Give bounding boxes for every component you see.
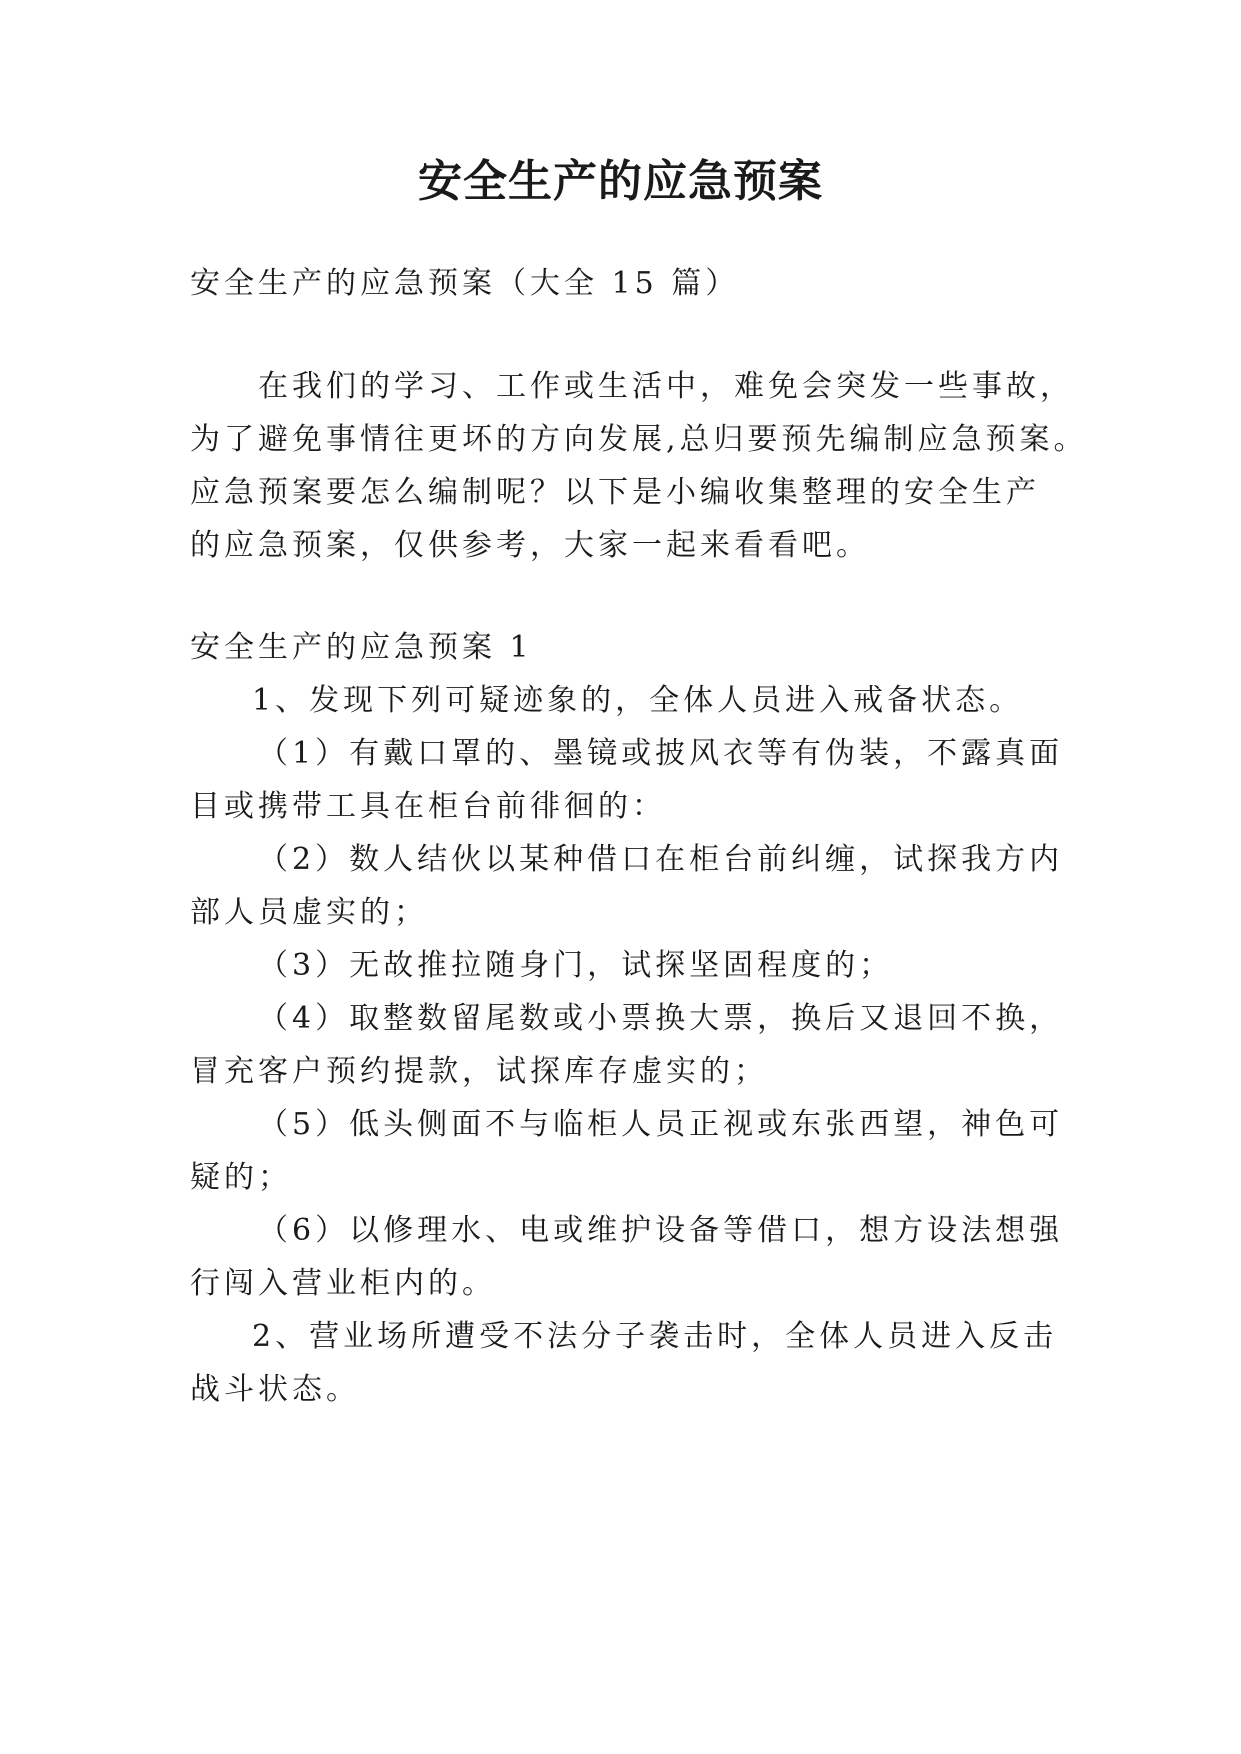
item-2-line-2: 战斗状态。: [190, 1372, 360, 1407]
document-title: 安全生产的应急预案: [418, 156, 823, 207]
sub-item-4-line-1: （4）取整数留尾数或小票换大票，换后又退回不换，: [258, 1001, 1064, 1036]
sub-item-2-line-1: （2）数人结伙以某种借口在柜台前纠缠，试探我方内: [258, 842, 1064, 877]
intro-line-1: 在我们的学习、工作或生活中，难免会突发一些事故，: [258, 369, 1074, 404]
sub-item-6-line-2: 行闯入营业柜内的。: [190, 1266, 496, 1301]
intro-line-2: 为了避免事情往更坏的方向发展,总归要预先编制应急预案。: [190, 422, 1088, 457]
sub-item-1-line-1: （1）有戴口罩的、墨镜或披风衣等有伪装，不露真面: [258, 736, 1064, 771]
intro-line-3: 应急预案要怎么编制呢？以下是小编收集整理的安全生产: [190, 475, 1040, 510]
document-subtitle: 安全生产的应急预案（大全 15 篇）: [190, 266, 740, 301]
sub-item-5-line-2: 疑的；: [190, 1160, 292, 1195]
section-heading: 安全生产的应急预案 1: [190, 630, 533, 665]
sub-item-3-line-1: （3）无故推拉随身门，试探坚固程度的；: [258, 948, 894, 983]
sub-item-4-line-2: 冒充客户预约提款，试探库存虚实的；: [190, 1054, 768, 1089]
sub-item-6-line-1: （6）以修理水、电或维护设备等借口，想方设法想强: [258, 1213, 1064, 1248]
sub-item-2-line-2: 部人员虚实的；: [190, 895, 428, 930]
item-2-line-1: 2、营业场所遭受不法分子袭击时，全体人员进入反击: [252, 1319, 1058, 1354]
sub-item-5-line-1: （5）低头侧面不与临柜人员正视或东张西望，神色可: [258, 1107, 1064, 1142]
sub-item-1-line-2: 目或携带工具在柜台前徘徊的：: [190, 789, 666, 824]
item-1: 1、发现下列可疑迹象的，全体人员进入戒备状态。: [252, 683, 1024, 718]
intro-line-4: 的应急预案，仅供参考，大家一起来看看吧。: [190, 528, 870, 563]
